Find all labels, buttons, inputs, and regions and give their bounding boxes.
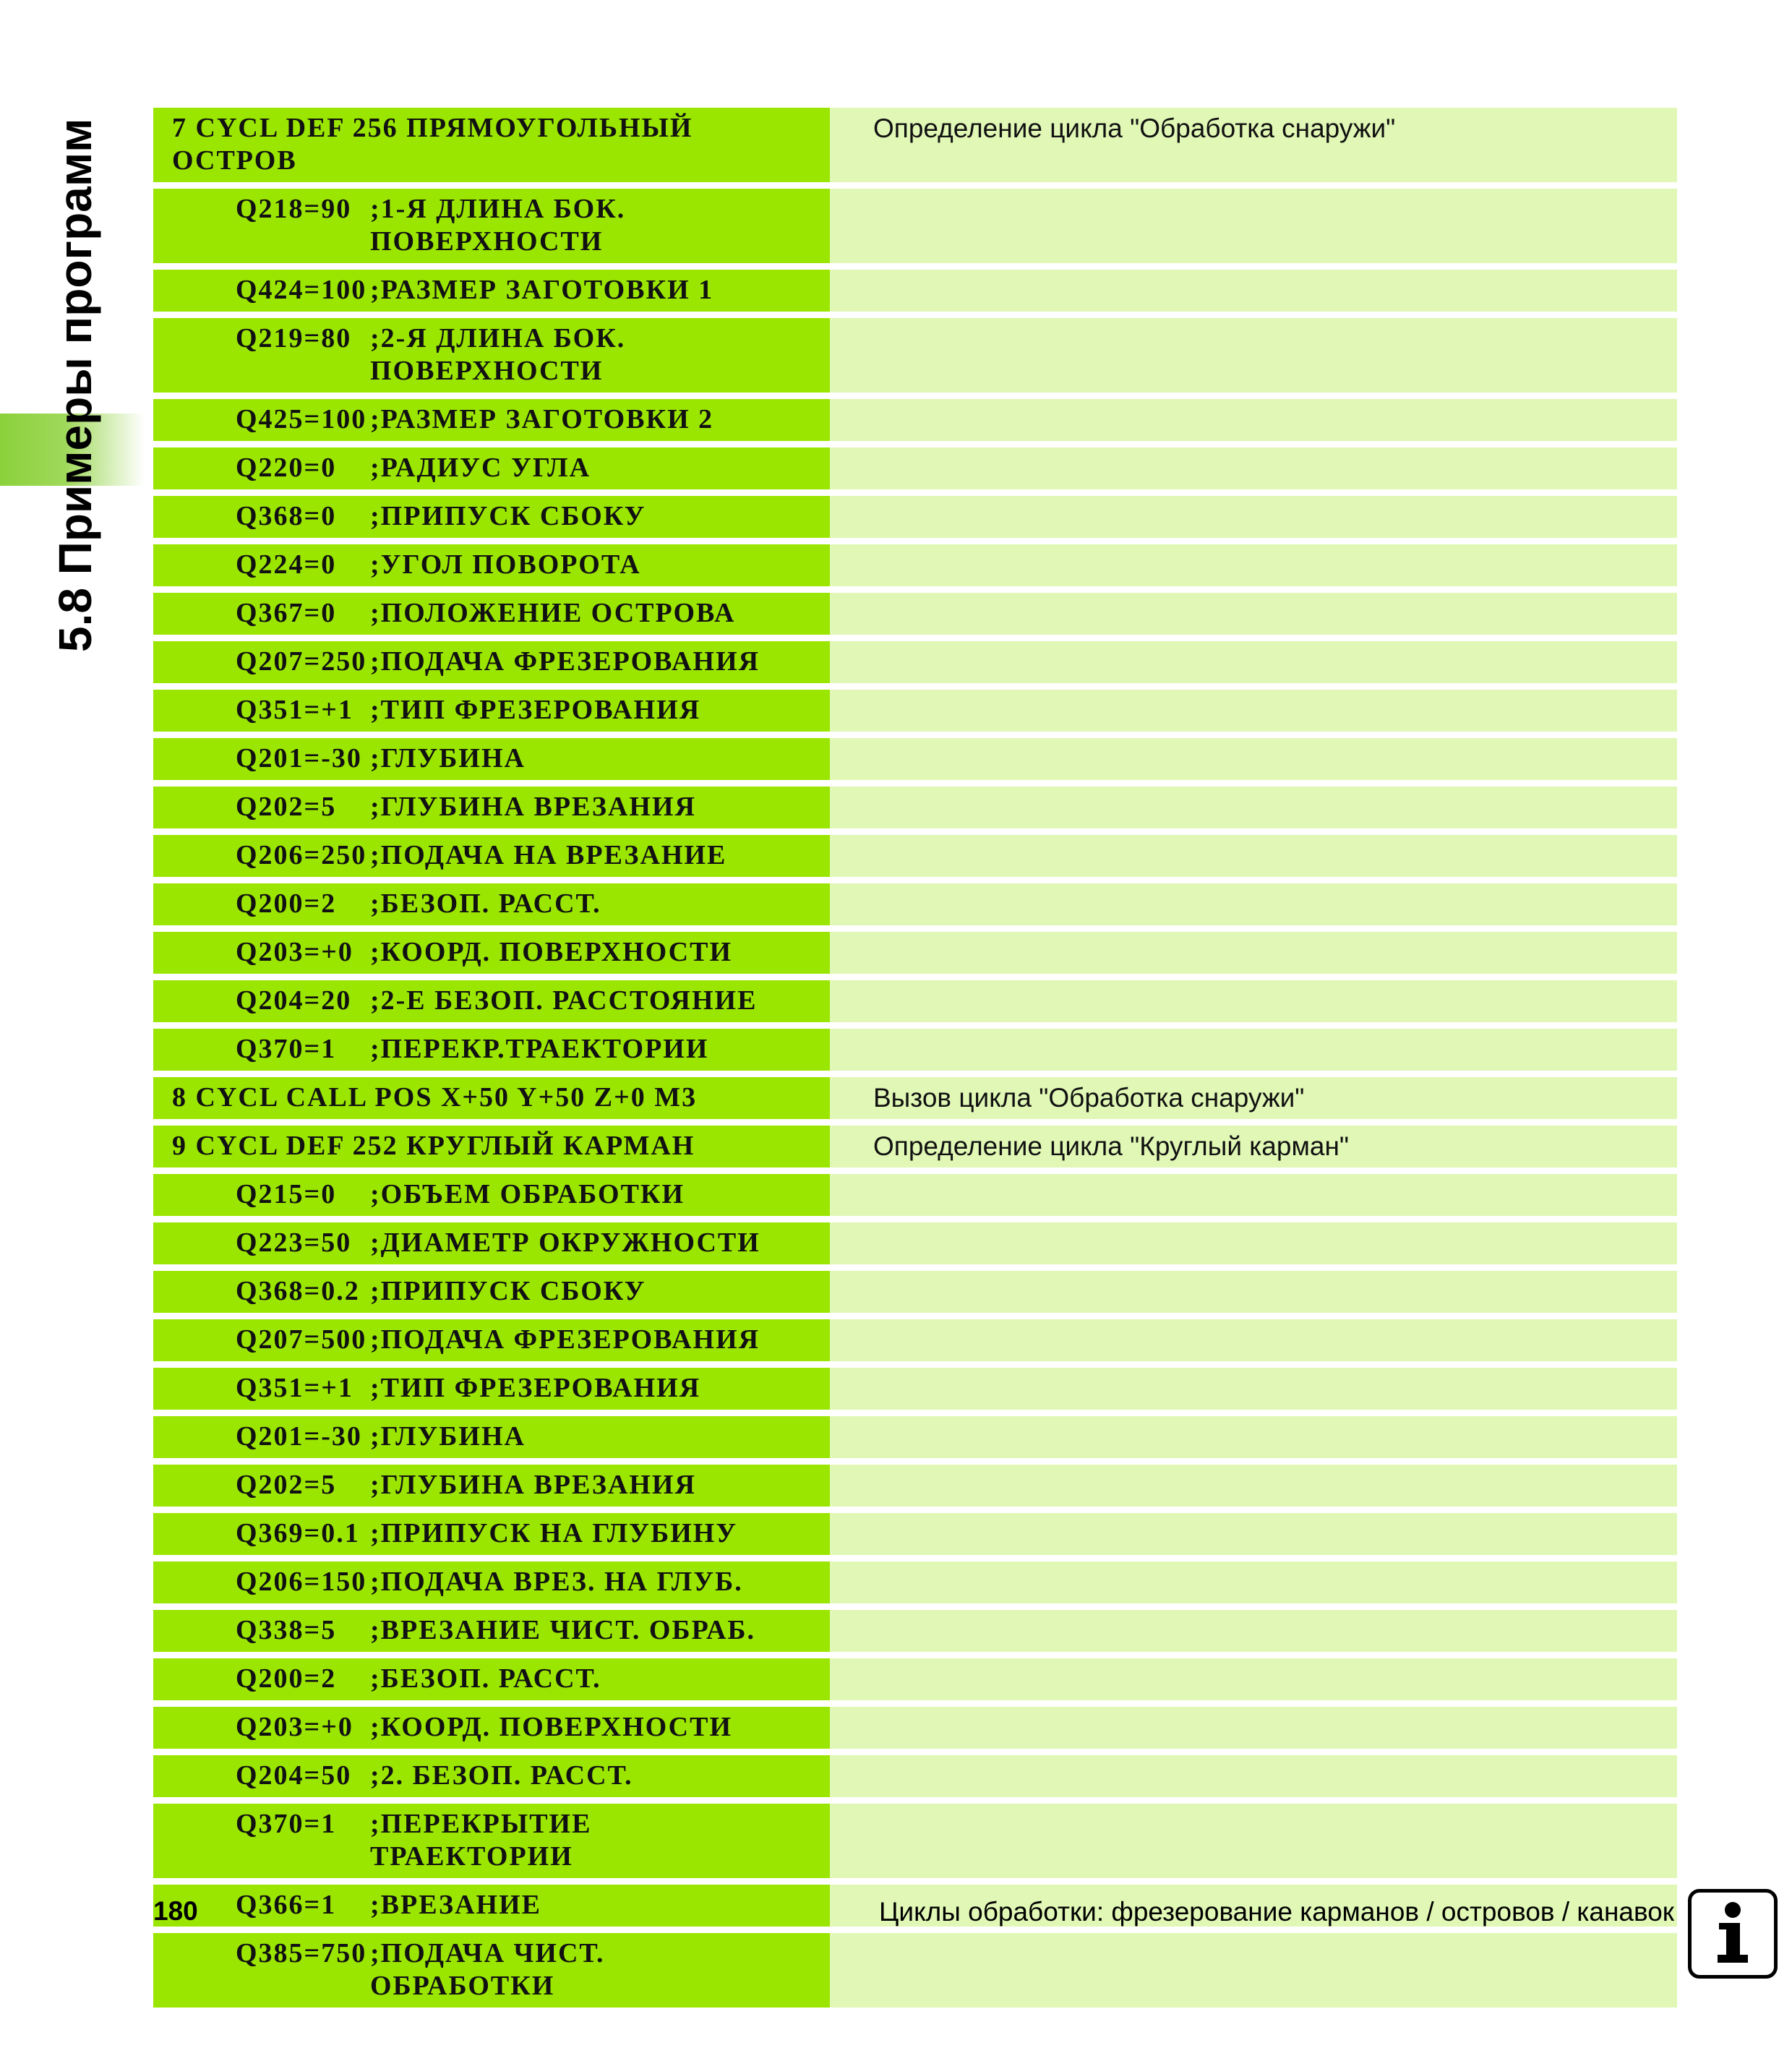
footer-chapter-title: Циклы обработки: фрезерование карманов / островов / канавок <box>879 1897 1674 1927</box>
nc-code-cell <box>153 399 830 441</box>
q-parameter-comment: ;ГЛУБИНА <box>370 1421 526 1452</box>
nc-code-cell <box>153 1755 830 1797</box>
program-row <box>153 593 1677 635</box>
nc-code-cell <box>153 318 830 393</box>
q-parameter-comment: ;ВРЕЗАНИЕ <box>370 1890 541 1920</box>
nc-code-cell <box>153 787 830 828</box>
q-parameter: Q367=0 <box>236 598 337 628</box>
program-row <box>153 1933 1677 2008</box>
q-parameter-comment: ;БЕЗОП. РАССТ. <box>370 888 601 919</box>
q-parameter: Q201=-30 <box>236 1421 362 1452</box>
description-cell <box>830 1804 1677 1878</box>
q-parameter-comment: ;ВРЕЗАНИЕ ЧИСТ. ОБРАБ. <box>370 1615 756 1645</box>
q-parameter: Q200=2 <box>236 888 337 919</box>
program-row <box>153 447 1677 489</box>
q-parameter-comment: ;ПРИПУСК СБОКУ <box>370 501 646 531</box>
q-parameter: Q203=+0 <box>236 937 353 967</box>
nc-code-cell <box>153 1368 830 1410</box>
program-row <box>153 189 1677 263</box>
q-parameter-comment: ;КООРД. ПОВЕРХНОСТИ <box>370 1712 733 1742</box>
nc-code-cell <box>153 980 830 1022</box>
program-row <box>153 496 1677 538</box>
q-parameter: Q338=5 <box>236 1615 337 1645</box>
page-number: 180 <box>153 1896 198 1926</box>
program-row <box>153 1804 1677 1878</box>
q-parameter-comment: ;ПОДАЧА ВРЕЗ. НА ГЛУБ. <box>370 1567 743 1597</box>
description-cell <box>830 1174 1677 1216</box>
description-cell <box>830 690 1677 732</box>
program-row <box>153 1416 1677 1458</box>
q-parameter-comment: ;ДИАМЕТР ОКРУЖНОСТИ <box>370 1227 760 1258</box>
nc-code-cell <box>153 1707 830 1749</box>
program-row <box>153 1319 1677 1361</box>
program-row <box>153 690 1677 732</box>
q-parameter: Q202=5 <box>236 1470 337 1500</box>
program-row <box>153 738 1677 780</box>
program-row <box>153 1174 1677 1216</box>
description-cell <box>830 189 1677 263</box>
program-row <box>153 270 1677 312</box>
q-parameter: Q366=1 <box>236 1890 337 1920</box>
q-parameter: Q351=+1 <box>236 695 353 725</box>
q-parameter: Q206=150 <box>236 1567 367 1597</box>
nc-block-text: 8 CYCL CALL POS X+50 Y+50 Z+0 M3 <box>172 1082 698 1113</box>
program-row <box>153 932 1677 974</box>
program-row <box>153 641 1677 683</box>
program-row <box>153 318 1677 393</box>
nc-code-cell <box>153 1658 830 1700</box>
description-cell <box>830 1319 1677 1361</box>
program-listing-table <box>153 101 1677 2014</box>
q-parameter-comment: ;2. БЕЗОП. РАССТ. <box>370 1760 633 1791</box>
description-cell: Вызов цикла "Обработка снаружи" <box>830 1077 1677 1119</box>
description-cell <box>830 1658 1677 1700</box>
program-row <box>153 980 1677 1022</box>
nc-code-cell <box>153 1416 830 1458</box>
q-parameter: Q219=80 <box>236 323 352 354</box>
nc-code-cell <box>153 1465 830 1507</box>
chapter-title: 5.8 Примеры программ <box>49 118 101 652</box>
q-parameter: Q215=0 <box>236 1179 337 1209</box>
q-parameter: Q206=250 <box>236 840 367 870</box>
nc-code-cell <box>153 1126 830 1167</box>
q-parameter-comment: ;ПЕРЕКРЫТИЕ ТРАЕКТОРИИ <box>370 1809 592 1872</box>
q-parameter-comment: ;РАЗМЕР ЗАГОТОВКИ 2 <box>370 404 714 434</box>
nc-code-cell <box>153 1222 830 1264</box>
program-row <box>153 787 1677 828</box>
nc-code-cell <box>153 1077 830 1119</box>
q-parameter: Q368=0.2 <box>236 1276 360 1306</box>
nc-code-cell <box>153 1804 830 1878</box>
nc-code-cell <box>153 641 830 683</box>
q-parameter-comment: ;ПОДАЧА НА ВРЕЗАНИЕ <box>370 840 727 870</box>
q-parameter: Q425=100 <box>236 404 367 434</box>
description-cell <box>830 544 1677 586</box>
q-parameter: Q201=-30 <box>236 743 362 774</box>
q-parameter-comment: ;КООРД. ПОВЕРХНОСТИ <box>370 937 733 967</box>
nc-code-cell <box>153 1174 830 1216</box>
q-parameter-comment: ;ПОДАЧА ФРЕЗЕРОВАНИЯ <box>370 1324 760 1355</box>
q-parameter: Q220=0 <box>236 453 337 483</box>
q-parameter-comment: ;ГЛУБИНА <box>370 743 526 774</box>
description-cell <box>830 787 1677 828</box>
description-cell <box>830 1561 1677 1603</box>
description-cell <box>830 1029 1677 1071</box>
description-cell <box>830 1416 1677 1458</box>
q-parameter: Q424=100 <box>236 275 367 305</box>
program-row <box>153 1658 1677 1700</box>
description-cell <box>830 1513 1677 1555</box>
program-row <box>153 1271 1677 1313</box>
q-parameter-comment: ;ОБЪЕМ ОБРАБОТКИ <box>370 1179 685 1209</box>
description-cell <box>830 641 1677 683</box>
nc-code-cell <box>153 447 830 489</box>
q-parameter-comment: ;БЕЗОП. РАССТ. <box>370 1663 601 1694</box>
nc-code-cell <box>153 1933 830 2008</box>
q-parameter: Q351=+1 <box>236 1373 353 1403</box>
nc-code-cell <box>153 835 830 877</box>
description-cell <box>830 1368 1677 1410</box>
q-parameter-comment: ;1-Я ДЛИНА БОК. ПОВЕРХНОСТИ <box>370 194 626 257</box>
nc-code-cell <box>153 1561 830 1603</box>
nc-code-cell <box>153 1029 830 1071</box>
program-row <box>153 1222 1677 1264</box>
program-row <box>153 1465 1677 1507</box>
nc-code-cell <box>153 593 830 635</box>
description-cell: Определение цикла "Круглый карман" <box>830 1126 1677 1167</box>
q-parameter: Q202=5 <box>236 792 337 822</box>
info-icon <box>1688 1889 1778 1979</box>
q-parameter: Q385=750 <box>236 1938 367 1968</box>
program-row <box>153 1126 1677 1167</box>
description-cell <box>830 399 1677 441</box>
description-cell <box>830 496 1677 538</box>
program-row <box>153 1561 1677 1603</box>
program-row <box>153 883 1677 925</box>
q-parameter-comment: ;ТИП ФРЕЗЕРОВАНИЯ <box>370 1373 701 1403</box>
nc-code-cell <box>153 932 830 974</box>
description-cell <box>830 318 1677 393</box>
description-cell <box>830 1707 1677 1749</box>
q-parameter-comment: ;2-Е БЕЗОП. РАССТОЯНИЕ <box>370 985 758 1016</box>
q-parameter-comment: ;ПОДАЧА ЧИСТ. ОБРАБОТКИ <box>370 1938 605 2001</box>
description-cell <box>830 1465 1677 1507</box>
description-cell <box>830 835 1677 877</box>
nc-block-text: 9 CYCL DEF 252 КРУГЛЫЙ КАРМАН <box>172 1131 695 1161</box>
description-cell <box>830 980 1677 1022</box>
description-cell <box>830 1933 1677 2008</box>
q-parameter: Q223=50 <box>236 1227 352 1258</box>
q-parameter: Q224=0 <box>236 549 337 580</box>
q-parameter-comment: ;УГОЛ ПОВОРОТА <box>370 549 641 580</box>
q-parameter: Q204=20 <box>236 985 352 1016</box>
program-row <box>153 108 1677 182</box>
program-row <box>153 1755 1677 1797</box>
program-row <box>153 1707 1677 1749</box>
q-parameter-comment: ;ПРИПУСК СБОКУ <box>370 1276 646 1306</box>
nc-code-cell <box>153 1271 830 1313</box>
nc-code-cell <box>153 738 830 780</box>
q-parameter-comment: ;2-Я ДЛИНА БОК. ПОВЕРХНОСТИ <box>370 323 626 386</box>
q-parameter: Q204=50 <box>236 1760 352 1791</box>
nc-code-cell <box>153 690 830 732</box>
nc-code-cell <box>153 270 830 312</box>
q-parameter-comment: ;ПОДАЧА ФРЕЗЕРОВАНИЯ <box>370 646 760 677</box>
q-parameter: Q218=90 <box>236 194 352 224</box>
q-parameter: Q368=0 <box>236 501 337 531</box>
q-parameter: Q370=1 <box>236 1034 337 1064</box>
nc-code-cell <box>153 496 830 538</box>
program-row <box>153 1610 1677 1652</box>
description-cell <box>830 1222 1677 1264</box>
q-parameter-comment: ;ГЛУБИНА ВРЕЗАНИЯ <box>370 792 696 822</box>
description-cell <box>830 738 1677 780</box>
nc-code-cell <box>153 883 830 925</box>
description-cell <box>830 270 1677 312</box>
program-row <box>153 1077 1677 1119</box>
program-row <box>153 399 1677 441</box>
q-parameter: Q200=2 <box>236 1663 337 1694</box>
nc-code-cell <box>153 1885 830 1927</box>
q-parameter: Q203=+0 <box>236 1712 353 1742</box>
q-parameter: Q207=500 <box>236 1324 367 1355</box>
description-cell <box>830 1755 1677 1797</box>
program-row <box>153 1368 1677 1410</box>
nc-code-cell <box>153 544 830 586</box>
program-row <box>153 544 1677 586</box>
nc-code-cell <box>153 1319 830 1361</box>
nc-code-cell <box>153 1610 830 1652</box>
program-row <box>153 1029 1677 1071</box>
description-cell <box>830 1610 1677 1652</box>
description-cell <box>830 593 1677 635</box>
program-row <box>153 1513 1677 1555</box>
q-parameter: Q370=1 <box>236 1809 337 1839</box>
q-parameter-comment: ;ПРИПУСК НА ГЛУБИНУ <box>370 1518 738 1548</box>
nc-code-cell <box>153 108 830 182</box>
q-parameter-comment: ;ГЛУБИНА ВРЕЗАНИЯ <box>370 1470 696 1500</box>
q-parameter-comment: ;РАЗМЕР ЗАГОТОВКИ 1 <box>370 275 714 305</box>
q-parameter: Q369=0.1 <box>236 1518 360 1548</box>
description-cell <box>830 447 1677 489</box>
q-parameter-comment: ;ПЕРЕКР.ТРАЕКТОРИИ <box>370 1034 709 1064</box>
q-parameter-comment: ;ПОЛОЖЕНИЕ ОСТРОВА <box>370 598 736 628</box>
description-cell <box>830 932 1677 974</box>
nc-block-text: 7 CYCL DEF 256 ПРЯМОУГОЛЬНЫЙ ОСТРОВ <box>172 113 693 176</box>
q-parameter: Q207=250 <box>236 646 367 677</box>
nc-code-cell <box>153 189 830 263</box>
nc-code-cell <box>153 1513 830 1555</box>
description-cell <box>830 1271 1677 1313</box>
description-cell <box>830 883 1677 925</box>
program-row <box>153 835 1677 877</box>
q-parameter-comment: ;ТИП ФРЕЗЕРОВАНИЯ <box>370 695 701 725</box>
description-cell: Определение цикла "Обработка снаружи" <box>830 108 1677 182</box>
q-parameter-comment: ;РАДИУС УГЛА <box>370 453 591 483</box>
